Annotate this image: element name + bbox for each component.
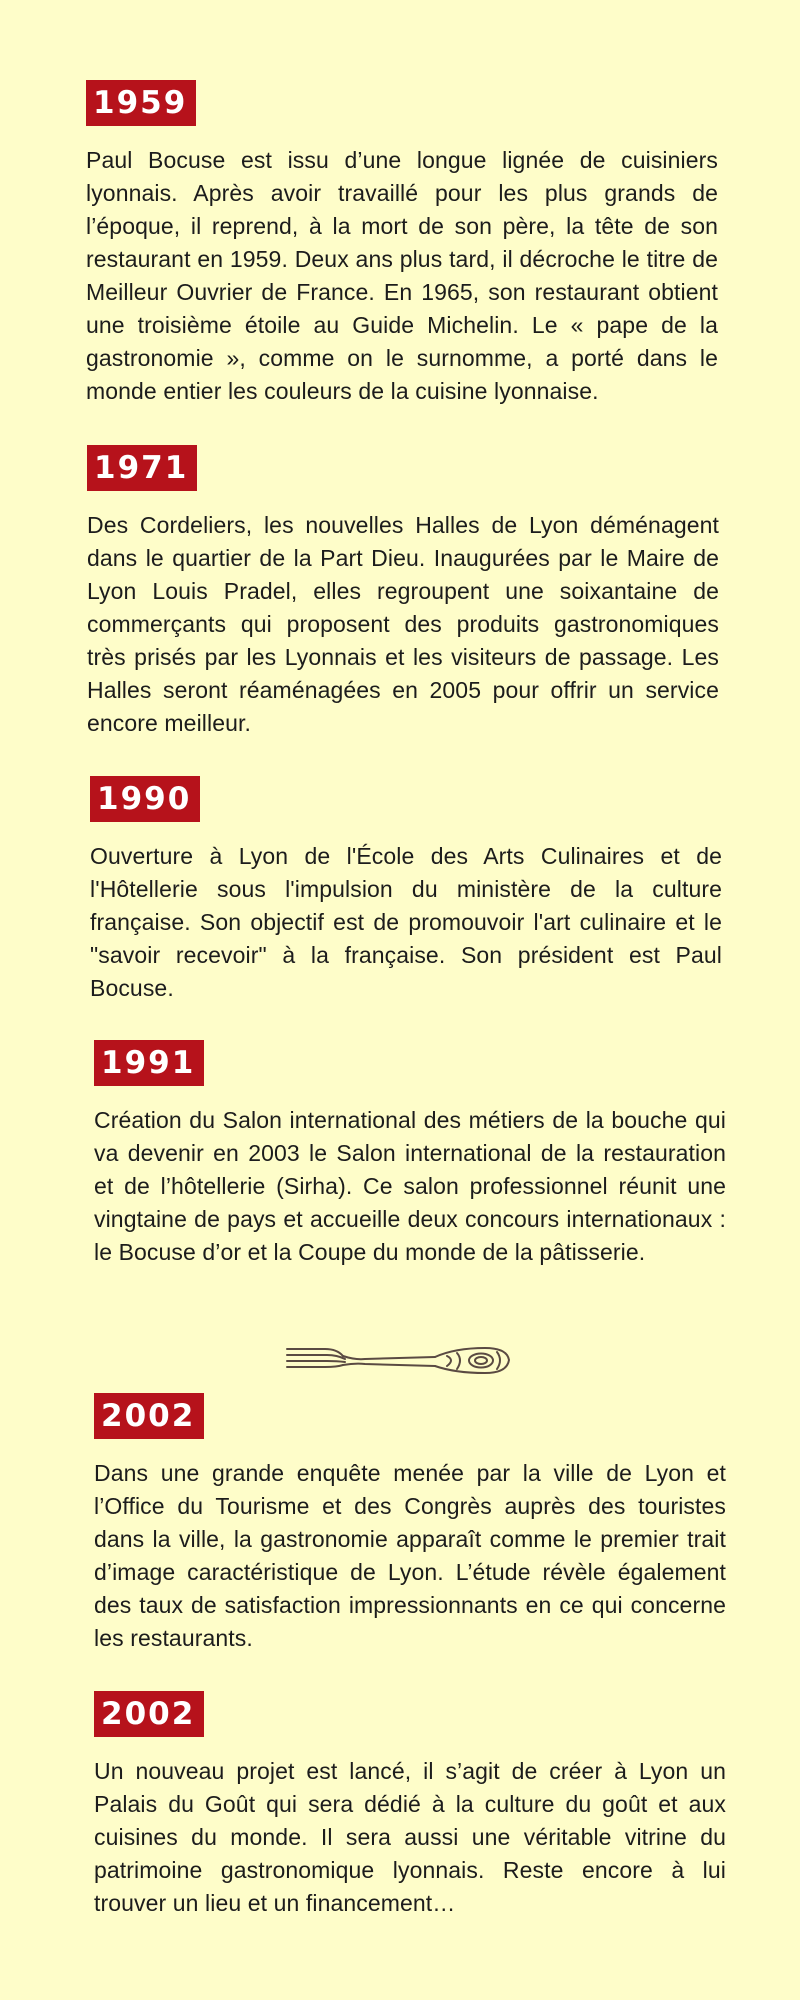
- entry-text: Des Cordeliers, les nouvelles Halles de Lyon déménagent dans le quartier de la Part Dieu. Inaugurées par le Maire de Lyon Louis Pradel, elles regroupent une soixantaine de commerçants qui proposent des produits gastronomiques très prisés par les Lyonnais et les visiteurs de passage. Les Halles seront réaménagées en 2005 pour offrir un service encore meilleur.: [87, 512, 719, 736]
- year-badge: 1959: [86, 80, 196, 126]
- timeline-entry-1991: [94, 1040, 726, 1269]
- timeline-entry-2002-survey: [94, 1393, 726, 1655]
- timeline-entry-1990: [90, 776, 722, 1005]
- entry-text: Paul Bocuse est issu d’une longue lignée de cuisiniers lyonnais. Après avoir travaillé pour les plus grands de l’époque, il reprend, à la mort de son père, la tête de son restaurant en 1959. Deux ans plus tard, il décroche le titre de Meilleur Ouvrier de France. En 1965, son restaurant obtient une troisième étoile au Guide Michelin. Le « pape de la gastronomie », comme on le surnomme, a porté dans le monde entier les couleurs de la cuisine lyonnaise.: [86, 147, 718, 404]
- entry-text: Ouverture à Lyon de l'École des Arts Culinaires et de l'Hôtellerie sous l'impulsion du ministère de la culture française. Son objectif est de promouvoir l'art culinaire et le "savoir recevoir" à la française. Son président est Paul Bocuse.: [90, 843, 722, 1001]
- year-badge: 1991: [94, 1040, 204, 1086]
- year-badge: 2002: [94, 1393, 204, 1439]
- entry-text: Création du Salon international des métiers de la bouche qui va devenir en 2003 le Salon international de la restauration et de l’hôtellerie (Sirha). Ce salon professionnel réunit une vingtaine de pays et accueille deux concours internationaux : le Bocuse d’or et la Coupe du monde de la pâtisserie.: [94, 1107, 726, 1265]
- fork-icon: [285, 1340, 515, 1380]
- timeline-entry-1971: [87, 445, 719, 740]
- entry-text: Dans une grande enquête menée par la ville de Lyon et l’Office du Tourisme et des Congrès auprès des touristes dans la ville, la gastronomie apparaît comme le premier trait d’image caractéristique de Lyon. L’étude révèle également des taux de satisfaction impressionnants en ce qui concerne les restaurants.: [94, 1460, 726, 1651]
- entry-text: Un nouveau projet est lancé, il s’agit de créer à Lyon un Palais du Goût qui sera dédié à la culture du goût et aux cuisines du monde. Il sera aussi une véritable vitrine du patrimoine gastronomique lyonnais. Reste encore à lui trouver un lieu et un financement…: [94, 1758, 726, 1916]
- year-badge: 1971: [87, 445, 197, 491]
- year-badge: 1990: [90, 776, 200, 822]
- year-badge: 2002: [94, 1691, 204, 1737]
- timeline-entry-1959: [86, 80, 718, 408]
- timeline-entry-2002-palais: [94, 1691, 726, 1920]
